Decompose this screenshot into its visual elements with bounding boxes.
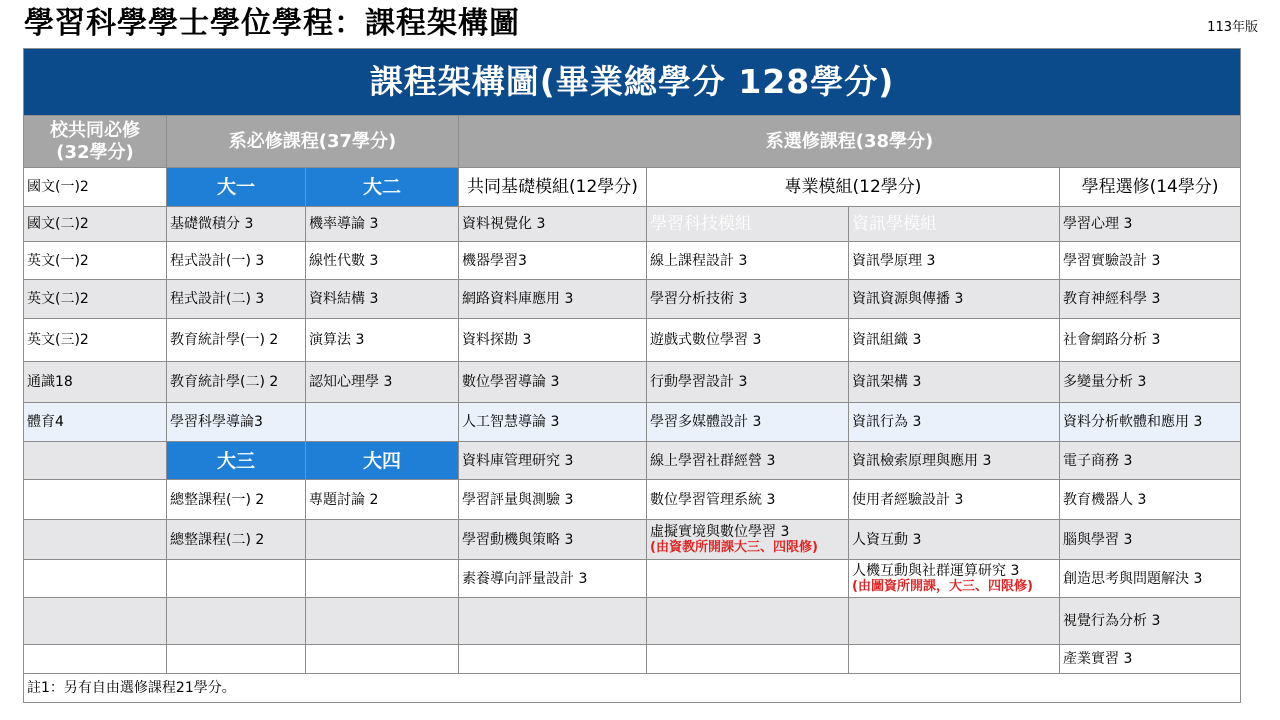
year-1-course: 程式設計(一) 3 (167, 242, 306, 280)
year-3-course: 總整課程(二) 2 (167, 520, 306, 560)
lst-course: 遊戲式數位學習 3 (647, 319, 849, 362)
program-course: 社會網路分析 3 (1060, 319, 1241, 362)
year-1-course: 教育統計學(一) 2 (167, 319, 306, 362)
empty-cell (306, 645, 459, 674)
common-module-header: 共同基礎模組(12學分) (459, 168, 647, 207)
header-dept-elective: 系選修課程(38學分) (459, 116, 1241, 168)
common-course: 學習評量與測驗 3 (459, 480, 647, 520)
lst-course: 線上學習社群經營 3 (647, 442, 849, 480)
common-course: 資料庫管理研究 3 (459, 442, 647, 480)
lst-course-note: (由資教所開課大三、四限修) (650, 539, 818, 555)
empty-cell (24, 442, 167, 480)
year-2-header: 大二 (306, 168, 459, 207)
header-dept-required: 系必修課程(37學分) (167, 116, 459, 168)
footnote: 註1：另有自由選修課程21學分。 (24, 674, 1241, 703)
lst-course: 學習多媒體設計 3 (647, 403, 849, 442)
info-module-header: 資訊學模組 (849, 207, 1060, 242)
edition-label: 113年版 (1207, 20, 1258, 35)
info-course: 資訊學原理 3 (849, 242, 1060, 280)
empty-cell (24, 560, 167, 598)
empty-cell (849, 598, 1060, 645)
empty-cell (167, 598, 306, 645)
year-2-course: 資料結構 3 (306, 280, 459, 319)
school-course: 英文(二)2 (24, 280, 167, 319)
year-1-course: 教育統計學(二) 2 (167, 362, 306, 403)
year-1-course: 學習科學導論3 (167, 403, 306, 442)
common-course: 資料探勘 3 (459, 319, 647, 362)
info-course-hci (849, 560, 1060, 598)
year-1-header: 大一 (167, 168, 306, 207)
lst-course-vr (647, 520, 849, 560)
year-2-course: 線性代數 3 (306, 242, 459, 280)
empty-cell (647, 598, 849, 645)
lst-course: 數位學習管理系統 3 (647, 480, 849, 520)
empty-cell (306, 560, 459, 598)
info-course: 使用者經驗設計 3 (849, 480, 1060, 520)
info-course: 資訊檢索原理與應用 3 (849, 442, 1060, 480)
school-course: 國文(二)2 (24, 207, 167, 242)
info-course: 人資互動 3 (849, 520, 1060, 560)
common-course: 數位學習導論 3 (459, 362, 647, 403)
lst-course: 虛擬實境與數位學習 3 (650, 523, 790, 540)
school-course: 國文(一)2 (24, 168, 167, 207)
info-course: 資訊資源與傳播 3 (849, 280, 1060, 319)
info-course: 資訊行為 3 (849, 403, 1060, 442)
lst-module-header: 學習科技模組 (647, 207, 849, 242)
info-course: 資訊組織 3 (849, 319, 1060, 362)
program-course: 學習實驗設計 3 (1060, 242, 1241, 280)
year-2-course: 演算法 3 (306, 319, 459, 362)
empty-cell (167, 560, 306, 598)
curriculum-table (23, 48, 1241, 703)
banner-title: 課程架構圖(畢業總學分 128學分) (24, 49, 1241, 116)
empty-cell (647, 560, 849, 598)
empty-cell (306, 403, 459, 442)
common-course: 學習動機與策略 3 (459, 520, 647, 560)
year-1-course: 基礎微積分 3 (167, 207, 306, 242)
school-course: 體育4 (24, 403, 167, 442)
program-course: 多變量分析 3 (1060, 362, 1241, 403)
year-2-course: 機率導論 3 (306, 207, 459, 242)
program-course: 資料分析軟體和應用 3 (1060, 403, 1241, 442)
lst-course: 學習分析技術 3 (647, 280, 849, 319)
empty-cell (306, 520, 459, 560)
info-course: 人機互動與社群運算研究 3 (852, 562, 1020, 579)
year-2-course: 認知心理學 3 (306, 362, 459, 403)
empty-cell (167, 645, 306, 674)
program-elective-header: 學程選修(14學分) (1060, 168, 1241, 207)
program-course: 視覺行為分析 3 (1060, 598, 1241, 645)
empty-cell (24, 598, 167, 645)
year-3-course: 總整課程(一) 2 (167, 480, 306, 520)
info-course: 資訊架構 3 (849, 362, 1060, 403)
empty-cell (24, 520, 167, 560)
program-course: 學習心理 3 (1060, 207, 1241, 242)
program-course: 教育機器人 3 (1060, 480, 1241, 520)
empty-cell (459, 645, 647, 674)
common-course: 網路資料庫應用 3 (459, 280, 647, 319)
common-course: 機器學習3 (459, 242, 647, 280)
empty-cell (459, 598, 647, 645)
common-course: 資料視覺化 3 (459, 207, 647, 242)
empty-cell (24, 480, 167, 520)
school-course: 通識18 (24, 362, 167, 403)
program-course: 電子商務 3 (1060, 442, 1241, 480)
professional-module-header: 專業模組(12學分) (647, 168, 1060, 207)
school-course: 英文(一)2 (24, 242, 167, 280)
empty-cell (306, 598, 459, 645)
empty-cell (647, 645, 849, 674)
empty-cell (849, 645, 1060, 674)
year-1-course: 程式設計(二) 3 (167, 280, 306, 319)
header-school-required: 校共同必修 (32學分) (24, 116, 167, 168)
lst-course: 行動學習設計 3 (647, 362, 849, 403)
program-course: 產業實習 3 (1060, 645, 1241, 674)
empty-cell (24, 645, 167, 674)
info-course-note: (由圖資所開課，大三、四限修) (852, 578, 1033, 594)
year-3-header: 大三 (167, 442, 306, 480)
year-4-header: 大四 (306, 442, 459, 480)
common-course: 素養導向評量設計 3 (459, 560, 647, 598)
program-course: 教育神經科學 3 (1060, 280, 1241, 319)
page-title: 學習科學學士學位學程：課程架構圖 (24, 6, 520, 41)
lst-course: 線上課程設計 3 (647, 242, 849, 280)
school-course: 英文(三)2 (24, 319, 167, 362)
year-4-course: 專題討論 2 (306, 480, 459, 520)
program-course: 腦與學習 3 (1060, 520, 1241, 560)
program-course: 創造思考與問題解決 3 (1060, 560, 1241, 598)
common-course: 人工智慧導論 3 (459, 403, 647, 442)
